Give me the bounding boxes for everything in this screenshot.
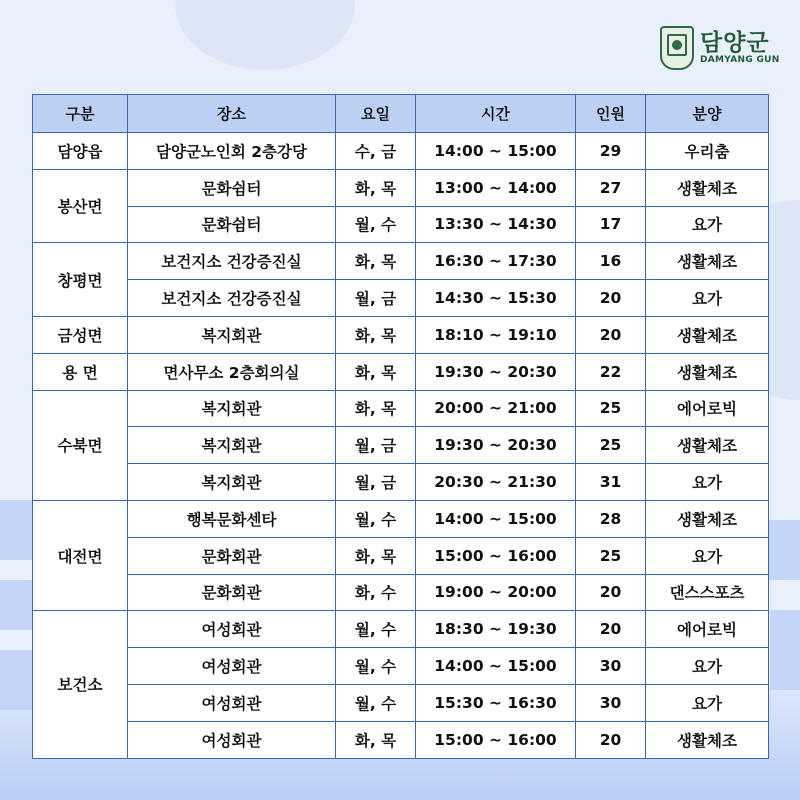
time-cell: 14:30 ~ 15:30 — [416, 280, 576, 317]
days-cell: 월, 수 — [336, 500, 416, 537]
days-cell: 월, 수 — [336, 611, 416, 648]
days-cell: 월, 금 — [336, 427, 416, 464]
schedule-table — [32, 94, 769, 759]
type-cell: 생활체조 — [646, 316, 769, 353]
time-cell: 19:00 ~ 20:00 — [416, 574, 576, 611]
table-row — [33, 721, 769, 758]
count-cell: 29 — [576, 133, 646, 170]
place-cell: 문화쉼터 — [128, 206, 336, 243]
count-cell: 25 — [576, 390, 646, 427]
days-cell: 화, 목 — [336, 169, 416, 206]
time-cell: 15:30 ~ 16:30 — [416, 684, 576, 721]
table-row — [33, 574, 769, 611]
type-cell: 생활체조 — [646, 721, 769, 758]
background-circle — [175, 0, 355, 70]
place-cell: 문화쉼터 — [128, 169, 336, 206]
count-cell: 25 — [576, 427, 646, 464]
type-cell: 요가 — [646, 206, 769, 243]
type-cell: 요가 — [646, 280, 769, 317]
table-row — [33, 133, 769, 170]
place-cell: 복지회관 — [128, 427, 336, 464]
time-cell: 16:30 ~ 17:30 — [416, 243, 576, 280]
type-cell: 댄스스포츠 — [646, 574, 769, 611]
place-cell: 복지회관 — [128, 464, 336, 501]
header-type: 분양 — [646, 95, 769, 133]
place-cell: 행복문화센타 — [128, 500, 336, 537]
count-cell: 27 — [576, 169, 646, 206]
type-cell: 에어로빅 — [646, 611, 769, 648]
days-cell: 화, 목 — [336, 243, 416, 280]
header-count: 인원 — [576, 95, 646, 133]
place-cell: 여성회관 — [128, 684, 336, 721]
area-cell: 봉산면 — [33, 169, 128, 243]
header-row — [33, 95, 769, 133]
time-cell: 18:10 ~ 19:10 — [416, 316, 576, 353]
table-row — [33, 500, 769, 537]
count-cell: 20 — [576, 721, 646, 758]
time-cell: 20:30 ~ 21:30 — [416, 464, 576, 501]
time-cell: 19:30 ~ 20:30 — [416, 353, 576, 390]
area-cell: 용 면 — [33, 353, 128, 390]
schedule-body — [33, 133, 769, 759]
time-cell: 14:00 ~ 15:00 — [416, 648, 576, 685]
table-row — [33, 648, 769, 685]
days-cell: 월, 수 — [336, 206, 416, 243]
time-cell: 13:00 ~ 14:00 — [416, 169, 576, 206]
table-row — [33, 537, 769, 574]
time-cell: 20:00 ~ 21:00 — [416, 390, 576, 427]
table-row — [33, 464, 769, 501]
time-cell: 13:30 ~ 14:30 — [416, 206, 576, 243]
count-cell: 28 — [576, 500, 646, 537]
time-cell: 15:00 ~ 16:00 — [416, 537, 576, 574]
type-cell: 생활체조 — [646, 169, 769, 206]
background-block — [770, 610, 800, 690]
table-row — [33, 280, 769, 317]
table-row — [33, 684, 769, 721]
time-cell: 15:00 ~ 16:00 — [416, 721, 576, 758]
days-cell: 월, 금 — [336, 280, 416, 317]
damyang-logo — [660, 26, 780, 70]
place-cell: 복지회관 — [128, 390, 336, 427]
count-cell: 30 — [576, 648, 646, 685]
header-area: 구분 — [33, 95, 128, 133]
table-row — [33, 353, 769, 390]
area-cell: 수북면 — [33, 390, 128, 500]
count-cell: 20 — [576, 611, 646, 648]
place-cell: 여성회관 — [128, 648, 336, 685]
place-cell: 보건지소 건강증진실 — [128, 243, 336, 280]
damyang-emblem-icon — [660, 26, 694, 70]
background-block — [0, 580, 32, 630]
days-cell: 월, 수 — [336, 648, 416, 685]
area-cell: 보건소 — [33, 611, 128, 758]
time-cell: 14:00 ~ 15:00 — [416, 133, 576, 170]
days-cell: 화, 목 — [336, 353, 416, 390]
place-cell: 문화회관 — [128, 537, 336, 574]
place-cell: 여성회관 — [128, 611, 336, 648]
type-cell: 에어로빅 — [646, 390, 769, 427]
count-cell: 16 — [576, 243, 646, 280]
table-row — [33, 390, 769, 427]
type-cell: 생활체조 — [646, 243, 769, 280]
days-cell: 화, 목 — [336, 537, 416, 574]
header-time: 시간 — [416, 95, 576, 133]
type-cell: 요가 — [646, 537, 769, 574]
time-cell: 19:30 ~ 20:30 — [416, 427, 576, 464]
place-cell: 복지회관 — [128, 316, 336, 353]
count-cell: 30 — [576, 684, 646, 721]
type-cell: 생활체조 — [646, 427, 769, 464]
time-cell: 18:30 ~ 19:30 — [416, 611, 576, 648]
area-cell: 창평면 — [33, 243, 128, 317]
header-days: 요일 — [336, 95, 416, 133]
count-cell: 20 — [576, 574, 646, 611]
count-cell: 17 — [576, 206, 646, 243]
type-cell: 생활체조 — [646, 353, 769, 390]
days-cell: 월, 수 — [336, 684, 416, 721]
area-cell: 대전면 — [33, 500, 128, 610]
area-cell: 금성면 — [33, 316, 128, 353]
place-cell: 면사무소 2층회의실 — [128, 353, 336, 390]
type-cell: 요가 — [646, 684, 769, 721]
place-cell: 여성회관 — [128, 721, 336, 758]
type-cell: 요가 — [646, 648, 769, 685]
place-cell: 보건지소 건강증진실 — [128, 280, 336, 317]
count-cell: 20 — [576, 280, 646, 317]
table-row — [33, 169, 769, 206]
days-cell: 수, 금 — [336, 133, 416, 170]
area-cell: 담양읍 — [33, 133, 128, 170]
count-cell: 31 — [576, 464, 646, 501]
type-cell: 요가 — [646, 464, 769, 501]
time-cell: 14:00 ~ 15:00 — [416, 500, 576, 537]
table-row — [33, 243, 769, 280]
logo-text — [700, 31, 780, 66]
days-cell: 화, 목 — [336, 721, 416, 758]
days-cell: 화, 수 — [336, 574, 416, 611]
logo-english: DAMYANG GUN — [700, 54, 780, 65]
table-row — [33, 316, 769, 353]
days-cell: 월, 금 — [336, 464, 416, 501]
count-cell: 22 — [576, 353, 646, 390]
header-place: 장소 — [128, 95, 336, 133]
count-cell: 25 — [576, 537, 646, 574]
type-cell: 우리춤 — [646, 133, 769, 170]
logo-korean: 담양군 — [700, 29, 770, 56]
days-cell: 화, 목 — [336, 390, 416, 427]
type-cell: 생활체조 — [646, 500, 769, 537]
days-cell: 화, 목 — [336, 316, 416, 353]
table-row — [33, 206, 769, 243]
table-row — [33, 427, 769, 464]
table-row — [33, 611, 769, 648]
place-cell: 문화회관 — [128, 574, 336, 611]
count-cell: 20 — [576, 316, 646, 353]
place-cell: 담양군노인회 2층강당 — [128, 133, 336, 170]
